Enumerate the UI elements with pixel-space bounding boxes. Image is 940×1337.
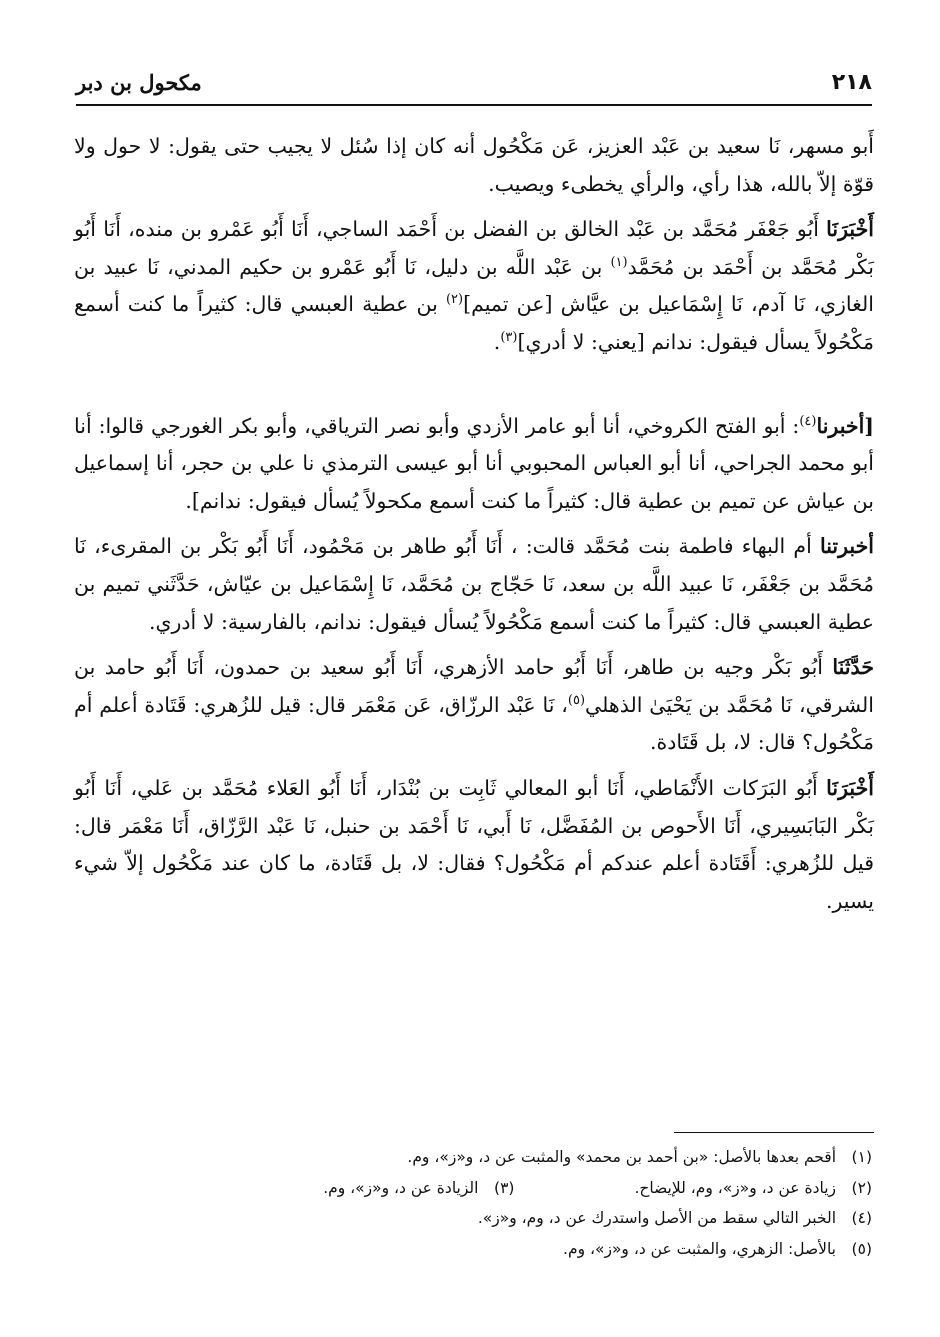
paragraph-5-text-b: ، نَا عَبْد الرزّاق، عَن مَعْمَر قال: قيل للزُهري: قَتَادة أعلم أم مَكْحُول؟ قال: لا، بل قَتَادة. bbox=[74, 692, 874, 755]
page-header bbox=[76, 62, 872, 102]
paragraph-6-text: أَبُو البَرَكات الأَنْمَاطي، أَنَا أبو المعالي ثَابِت بن بُنْدَار، أَنَا أَبُو العَلاء مُحَمَّد بن عَلي، أَنَا أَبُو بَكْر البَابَسِيري، أَنَا الأَحوص بن المُفَضَّل، نَا أَبي، نَا أَحْمَد بن حنبل، نَا عَبْد الرَّزّاق، أَنَا مَعْمَر قال: قيل للزُهري: أَقَتَادة أعلم عندكم أم مَكْحُول؟ فقال: لا، بل قَتَادة، ما كان عند مَكْحُول إلاّ شيء يسير. bbox=[74, 775, 874, 913]
paragraph-2-lead: أَخْبَرَنَا bbox=[826, 217, 874, 242]
footnote-2 bbox=[634, 1173, 872, 1204]
paragraph-3 bbox=[74, 408, 874, 521]
paragraph-2-text-b: بن عَبْد اللَّه بن دليل، نَا أَبُو عَمْرو بن حكيم المدني، نَا عبيد بن الغازي، نَا آدم، نَا إِسْمَاعيل بن عيَّاش [عن تميم] bbox=[74, 254, 874, 317]
footnotes bbox=[74, 1142, 872, 1264]
paragraph-2 bbox=[74, 211, 874, 361]
paragraph-2-text-c: بن عطية العبسي قال: كثيراً ما كنت أسمع مَكْحُولاً يسأل فيقول: ندانم [يعني: لا أدري] bbox=[74, 292, 874, 354]
footnote-row-4 bbox=[74, 1234, 872, 1265]
footnote-4-number: (٤) bbox=[851, 1209, 872, 1227]
footnote-1-text: أقحم بعدها بالأصل: «بن أحمد بن محمد» والمثبت عن د، و«ز»، وم. bbox=[407, 1148, 836, 1166]
footnote-ref-5: (٥) bbox=[567, 692, 586, 708]
footnote-3 bbox=[323, 1173, 514, 1204]
paragraph-2-text-d: . bbox=[493, 329, 501, 354]
footnote-3-text: الزيادة عن د، و«ز»، وم. bbox=[323, 1178, 479, 1197]
footnote-5-number: (٥) bbox=[851, 1239, 872, 1258]
footnote-ref-4: (٤) bbox=[799, 413, 817, 429]
footnote-4-text: الخبر التالي سقط من الأصل واستدرك عن د، وم، و«ز». bbox=[477, 1209, 836, 1227]
paragraph-6 bbox=[74, 770, 874, 920]
footnote-ref-2: (٢) bbox=[445, 292, 464, 308]
footnote-1 bbox=[407, 1142, 872, 1173]
header-rule bbox=[76, 104, 872, 106]
paragraph-5-lead: حَدَّثَنَا bbox=[832, 655, 874, 680]
footnote-row-3 bbox=[74, 1203, 872, 1234]
footnote-1-number: (١) bbox=[851, 1148, 872, 1166]
footnote-row-2 bbox=[74, 1173, 872, 1204]
footnote-ref-1: (١) bbox=[610, 254, 628, 270]
paragraph-5 bbox=[74, 649, 874, 762]
footnote-row-1 bbox=[74, 1142, 872, 1173]
paragraph-4-lead: أخبرتنا bbox=[819, 534, 874, 559]
running-title: مكحول بن دبر bbox=[76, 69, 202, 95]
page-number: ٢١٨ bbox=[831, 69, 872, 95]
paragraph-3-lead: [أخبرنا bbox=[816, 413, 874, 438]
paragraph-3-text: : أبو الفتح الكروخي، أنا أبو عامر الأزدي وأبو نصر الترياقي، وأبو بكر الغورجي قالوا: أنا أبو محمد الجراحي، أنا أبو العباس المحبوبي أنا أبو عيسى الترمذي نا علي بن حجر، أنا إسماعيل بن عياش عن تميم بن عطية قال: كثيراً ما كنت أسمع مكحولاً يُسأل فيقول: ندانم]. bbox=[74, 413, 874, 513]
footnote-separator bbox=[674, 1132, 874, 1133]
paragraph-4-text: أم البهاء فاطمة بنت مُحَمَّد قالت: ، أَنَا أَبُو طاهر بن مَحْمُود، أَنَا أَبُو بَكْر بن المقرىء، نَا مُحَمَّد بن جَعْفَر، نَا عبيد اللَّه بن سعد، نَا حَجّاج بن مُحَمَّد، نَا إِسْمَاعيل بن عيّاش، حَدَّثَني تميم بن عطية العبسي قال: كثيراً ما كنت أسمع مَكْحُولاً يُسأل فيقول: ندانم، بالفارسية: لا أدري. bbox=[74, 534, 874, 634]
footnote-2-number: (٢) bbox=[851, 1178, 872, 1197]
paragraph-1-text: أَبو مسهر، نَا سعيد بن عَبْد العزيز، عَن مَكْحُول أنه كان إذا سُئل لا يجيب حتى يقول: لا حول ولا قوّة إلاّ بالله، هذا رأي، والرأي يخطىء ويصيب. bbox=[74, 134, 874, 196]
paragraph-4 bbox=[74, 528, 874, 641]
footnote-5-text: بالأصل: الزهري، والمثبت عن د، و«ز»، وم. bbox=[563, 1239, 836, 1258]
footnote-3-number: (٣) bbox=[494, 1178, 515, 1197]
footnote-5 bbox=[563, 1234, 872, 1265]
footnote-2-text: زيادة عن د، و«ز»، وم، للإيضاح. bbox=[634, 1178, 836, 1197]
paragraph-2-text-a: أَبُو جَعْفَر مُحَمَّد بن عَبْد الخالق بن الفضل بن أَحْمَد الساجي، أَنَا أَبُو عَمْرو بن منده، أَنَا أَبُو بَكْر مُحَمَّد بن أَحْمَد بن مُحَمَّد bbox=[74, 217, 874, 279]
paragraph-6-lead: أَخْبَرَنَا bbox=[826, 775, 874, 800]
footnote-ref-3: (٣) bbox=[500, 330, 518, 346]
paragraph-5-text-a: أَبُو بَكْر وجيه بن طاهر، أَنَا أَبُو حامد الأزهري، أَنَا أَبُو سعيد بن حمدون، أَنَا أَبُو حامد بن الشرقي، نَا مُحَمَّد بن يَحْيَىٰ الذهلي bbox=[74, 655, 874, 717]
footnote-4 bbox=[478, 1203, 872, 1234]
main-text bbox=[74, 128, 874, 928]
paragraph-1 bbox=[74, 128, 874, 203]
